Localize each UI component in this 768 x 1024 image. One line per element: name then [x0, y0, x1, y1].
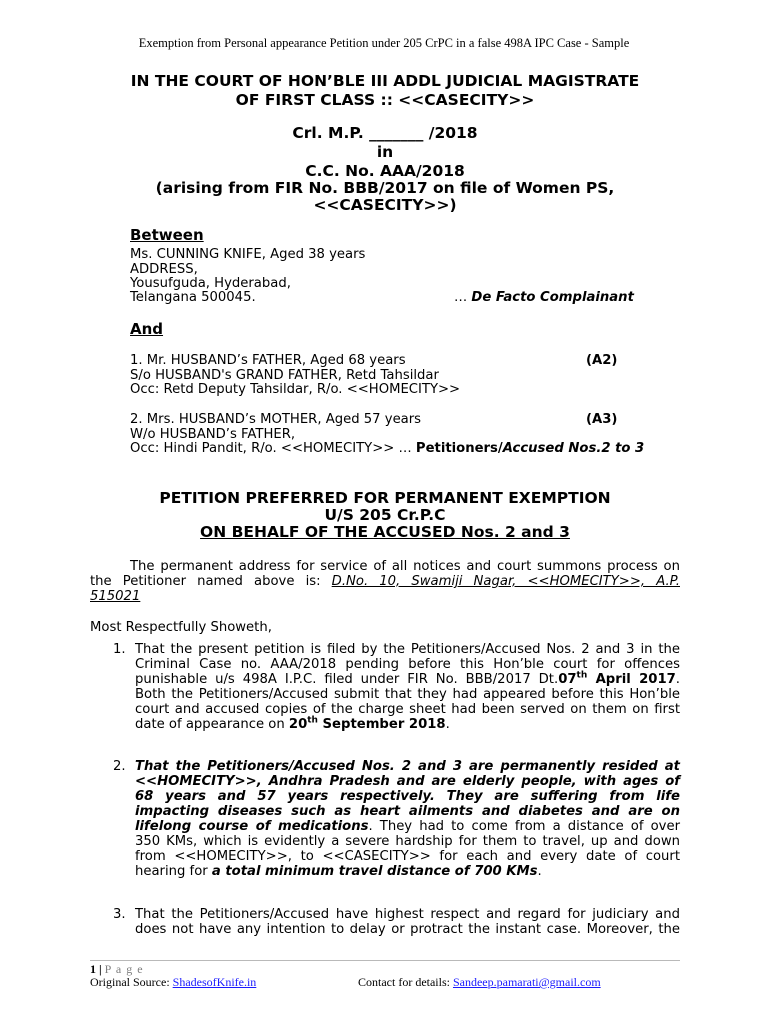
source-link[interactable]: ShadesofKnife.in: [172, 975, 257, 989]
fir-reference-line2: <<CASECITY>>): [313, 196, 457, 214]
page-number-value: 1: [90, 962, 96, 976]
item2-line6: 350 KMs, which is evidently a severe hardship for them to travel, up and down: [135, 834, 680, 849]
complainant-address-line1: ADDRESS,: [130, 262, 198, 277]
court-title-line1: IN THE COURT OF HON’BLE III ADDL JUDICIAL MAGISTRATE: [130, 72, 640, 90]
petition-title-line1: PETITION PREFERRED FOR PERMANENT EXEMPTION: [159, 489, 611, 507]
address-value: D.No. 10, Swamiji Nagar, <<HOMECITY>>, A.P.: [331, 574, 680, 589]
contact-email-link[interactable]: Sandeep.pamarati@gmail.com: [452, 975, 601, 989]
item1-line2: Criminal Case no. AAA/2018 pending before this Hon’ble court for offences: [135, 657, 680, 672]
item1-line6-end: .: [445, 717, 450, 732]
and-heading: And: [130, 320, 164, 338]
item2-paragraph: [135, 759, 680, 879]
crl-mp-number: Crl. M.P. _______ /2018: [292, 124, 478, 142]
petitioner1-name: 1. Mr. HUSBAND’s FATHER, Aged 68 years: [130, 353, 406, 368]
petitioner2-tag: (A3): [586, 412, 618, 427]
fir-reference-line1: (arising from FIR No. BBB/2017 on file of Women PS,: [155, 179, 615, 197]
contact-line: [358, 975, 601, 990]
item2-line8: [135, 864, 680, 879]
address-line3: [90, 589, 680, 604]
court-title-line2: OF FIRST CLASS :: <<CASECITY>>: [235, 91, 535, 109]
address-pincode: 515021: [90, 589, 141, 604]
fir-date-suffix: th: [576, 670, 588, 681]
item2-line2: <<HOMECITY>>, Andhra Pradesh and are elderly people, with ages of: [135, 774, 680, 789]
address-label: the Petitioner named above is:: [90, 574, 321, 589]
source-line: [90, 975, 256, 990]
accused-role: Accused Nos.2 to 3: [502, 441, 645, 456]
petitioner2-occupation: [130, 441, 644, 456]
address-line1: The permanent address for service of all notices and court summons process on: [130, 559, 680, 574]
complainant-name: Ms. CUNNING KNIFE, Aged 38 years: [130, 247, 366, 262]
item1-line4: Both the Petitioners/Accused submit that they had appeared before this Hon’ble: [135, 687, 680, 702]
item2-line8-text: hearing for: [135, 864, 212, 879]
page-label: P a g e: [104, 962, 144, 976]
travel-distance: a total minimum travel distance of 700 KMs: [211, 864, 538, 879]
document-header: Exemption from Personal appearance Petition under 205 CrPC in a false 498A IPC Case - Sample: [138, 36, 630, 50]
item2-line5-rest: . They had to come from a distance of over: [368, 819, 680, 834]
fir-date-month: April 2017: [587, 672, 676, 687]
item2-line7: from <<HOMECITY>>, to <<CASECITY>> for each and every date of court: [135, 849, 680, 864]
item3-number: 3.: [113, 907, 126, 922]
complainant-role: [454, 290, 634, 305]
fir-date: [558, 672, 676, 687]
petitioner1-relation: S/o HUSBAND's GRAND FATHER, Retd Tahsildar: [130, 368, 439, 383]
petitioner2-name: 2. Mrs. HUSBAND’s MOTHER, Aged 57 years: [130, 412, 422, 427]
item1-line6-text: date of appearance on: [135, 717, 289, 732]
item3-line1: That the Petitioners/Accused have highest respect and regard for judiciary and: [135, 907, 680, 922]
appearance-date: [289, 717, 446, 732]
petition-title-line3: [60, 523, 710, 542]
item2-line1: That the Petitioners/Accused Nos. 2 and 3 are permanently resided at: [135, 759, 680, 774]
item2-line3-rest: . They are suffering from life: [429, 789, 680, 804]
item1-paragraph: [135, 642, 680, 732]
contact-label: Contact for details:: [358, 975, 453, 989]
item2-ages: 68 years and 57 years respectively: [135, 789, 430, 804]
item2-line5: [135, 819, 680, 834]
role-label: De Facto Complainant: [471, 290, 634, 305]
item1-line6: [135, 717, 680, 732]
petition-title-line2: U/S 205 Cr.P.C: [324, 506, 446, 524]
case-in: in: [376, 143, 394, 161]
appearance-date-month: September 2018: [317, 717, 446, 732]
source-label: Original Source:: [90, 975, 173, 989]
appearance-date-suffix: th: [307, 715, 318, 726]
item1-line3-text: punishable u/s 498A I.P.C. filed under FIR No. BBB/2017 Dt.: [135, 672, 559, 687]
address-line2: [90, 574, 680, 589]
item3-paragraph: [135, 907, 680, 937]
petitioner2-relation: W/o HUSBAND’s FATHER,: [130, 427, 296, 442]
item1-number: 1.: [113, 642, 126, 657]
item2-line8-end: .: [537, 864, 542, 879]
complainant-address-line3: Telangana 500045.: [130, 290, 256, 305]
showeth-line: Most Respectfully Showeth,: [90, 620, 272, 635]
petitioner1-occupation: Occ: Retd Deputy Tahsildar, R/o. <<HOMECITY>>: [130, 382, 461, 397]
between-heading: Between: [130, 226, 204, 244]
item1-line1: That the present petition is filed by the Petitioners/Accused Nos. 2 and 3 in the: [135, 642, 680, 657]
appearance-date-day: 20: [288, 717, 308, 732]
petitioner1-tag: (A2): [586, 353, 618, 368]
role-ellipsis: …: [454, 290, 468, 305]
item3-line2: does not have any intention to delay or protract the instant case. Moreover, the: [135, 922, 680, 937]
item1-line3-end: .: [675, 672, 680, 687]
footer-divider: [90, 960, 680, 961]
item2-line3: [135, 789, 680, 804]
item2-number: 2.: [113, 759, 126, 774]
address-paragraph: [90, 559, 680, 604]
petition-title-line3-text: ON BEHALF OF THE ACCUSED Nos. 2 and 3: [200, 523, 570, 541]
complainant-address-line2: Yousufguda, Hyderabad,: [130, 276, 291, 291]
item2-medications: lifelong course of medications: [135, 819, 369, 834]
fir-date-day: 07: [558, 672, 577, 687]
petitioner2-occupation-text: Occ: Hindi Pandit, R/o. <<HOMECITY>> …: [130, 441, 412, 456]
item1-line3: [135, 672, 680, 687]
item2-line4: impacting diseases such as heart ailments and diabetes and are on: [135, 804, 680, 819]
cc-number: C.C. No. AAA/2018: [305, 162, 465, 180]
petitioners-role: Petitioners/: [415, 441, 503, 456]
page-separator: |: [96, 962, 105, 976]
item1-line5: court and accused copies of the charge sheet had been served on them on first: [135, 702, 680, 717]
